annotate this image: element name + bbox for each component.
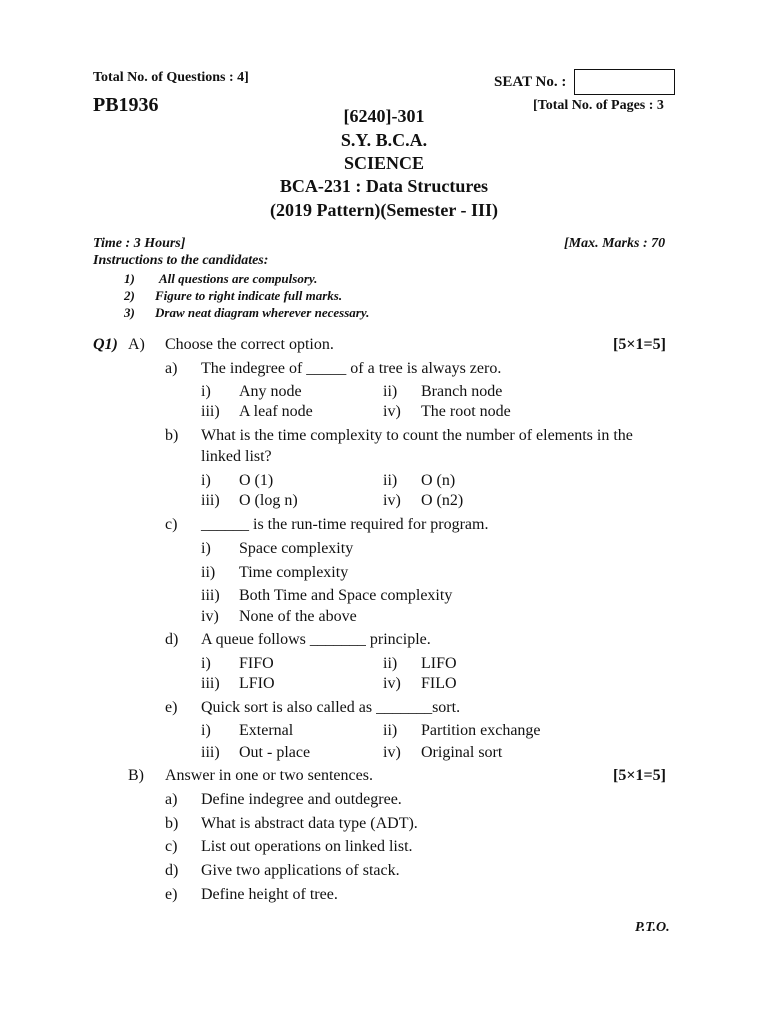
option-number: i) [201,722,211,739]
item-letter: c) [165,516,178,533]
paper-code: PB1936 [93,94,159,116]
item-letter: d) [165,862,179,879]
option-text: External [239,722,294,739]
item-letter: d) [165,631,179,648]
mcq-question: What is the time complexity to count the number of elements in the [201,427,633,444]
option-number: i) [201,540,211,557]
exam-time: Time : 3 Hours] [93,236,186,251]
pto-note: P.T.O. [635,920,670,935]
option-text: FIFO [239,655,274,672]
seat-number-box[interactable] [574,69,675,95]
short-question: Define indegree and outdegree. [201,791,402,808]
option-number: iii) [201,675,220,692]
option-text: Out - place [239,744,311,761]
option-text: O (n2) [421,492,464,509]
instruction-number: 2) [124,288,135,303]
course-name: S.Y. B.C.A. [340,130,428,150]
option-text: Branch node [421,383,503,400]
option-text: Space complexity [239,540,354,557]
option-text: FILO [421,675,457,692]
part-a-instruction: Choose the correct option. [165,336,334,353]
instruction-text: Draw neat diagram wherever necessary. [155,305,370,320]
option-text: Partition exchange [421,722,541,739]
mcq-question-continued: linked list? [201,448,272,465]
short-question: Give two applications of stack. [201,862,400,879]
option-text: None of the above [239,608,357,625]
item-letter: b) [165,815,179,832]
item-letter: a) [165,791,178,808]
option-text: Any node [239,383,302,400]
seat-label: SEAT No. : [494,74,567,90]
mcq-question: The indegree of _____ of a tree is always zero. [201,360,502,377]
option-number: iv) [201,608,219,625]
part-b-label: B) [128,767,144,784]
item-letter: e) [165,886,178,903]
part-a-label: A) [128,336,145,353]
total-pages: [Total No. of Pages : 3 [533,98,664,113]
part-b-marks: [5×1=5] [613,767,666,784]
instruction-number: 3) [124,305,135,320]
item-letter: a) [165,360,178,377]
mcq-question: ______ is the run-time required for program. [201,516,489,533]
max-marks: [Max. Marks : 70 [564,236,666,251]
item-letter: e) [165,699,178,716]
option-text: A leaf node [239,403,313,420]
short-question: Define height of tree. [201,886,338,903]
mcq-question: Quick sort is also called as _______sort. [201,699,461,716]
option-number: iv) [383,403,401,420]
option-number: iii) [201,744,220,761]
exam-pattern: (2019 Pattern)(Semester - III) [269,200,499,220]
option-number: ii) [201,564,216,581]
option-text: O (1) [239,472,274,489]
option-text: O (log n) [239,492,298,509]
option-number: iv) [383,744,401,761]
item-letter: b) [165,427,179,444]
option-number: iii) [201,403,220,420]
part-b-instruction: Answer in one or two sentences. [165,767,373,784]
option-number: i) [201,383,211,400]
option-number: iii) [201,492,220,509]
instructions-heading: Instructions to the candidates: [93,253,269,268]
option-text: The root node [421,403,511,420]
option-text: Time complexity [239,564,349,581]
option-number: ii) [383,722,398,739]
short-question: What is abstract data type (ADT). [201,815,418,832]
option-number: ii) [383,383,398,400]
option-number: ii) [383,472,398,489]
option-number: iii) [201,587,220,604]
option-number: iv) [383,492,401,509]
option-text: LFIO [239,675,275,692]
faculty-name: SCIENCE [343,153,425,173]
option-number: iv) [383,675,401,692]
option-text: LIFO [421,655,457,672]
option-number: i) [201,655,211,672]
mcq-question: A queue follows _______ principle. [201,631,431,648]
subject-name: BCA-231 : Data Structures [279,176,489,196]
instruction-number: 1) [124,271,135,286]
short-question: List out operations on linked list. [201,838,413,855]
option-number: i) [201,472,211,489]
part-a-marks: [5×1=5] [613,336,666,353]
option-text: Both Time and Space complexity [239,587,453,604]
instruction-text: Figure to right indicate full marks. [155,288,343,303]
option-text: O (n) [421,472,456,489]
exam-code: [6240]-301 [343,106,425,126]
instruction-text: All questions are compulsory. [159,271,318,286]
question-label: Q1) [93,336,118,353]
option-text: Original sort [421,744,503,761]
item-letter: c) [165,838,178,855]
total-questions: Total No. of Questions : 4] [93,70,249,85]
option-number: ii) [383,655,398,672]
